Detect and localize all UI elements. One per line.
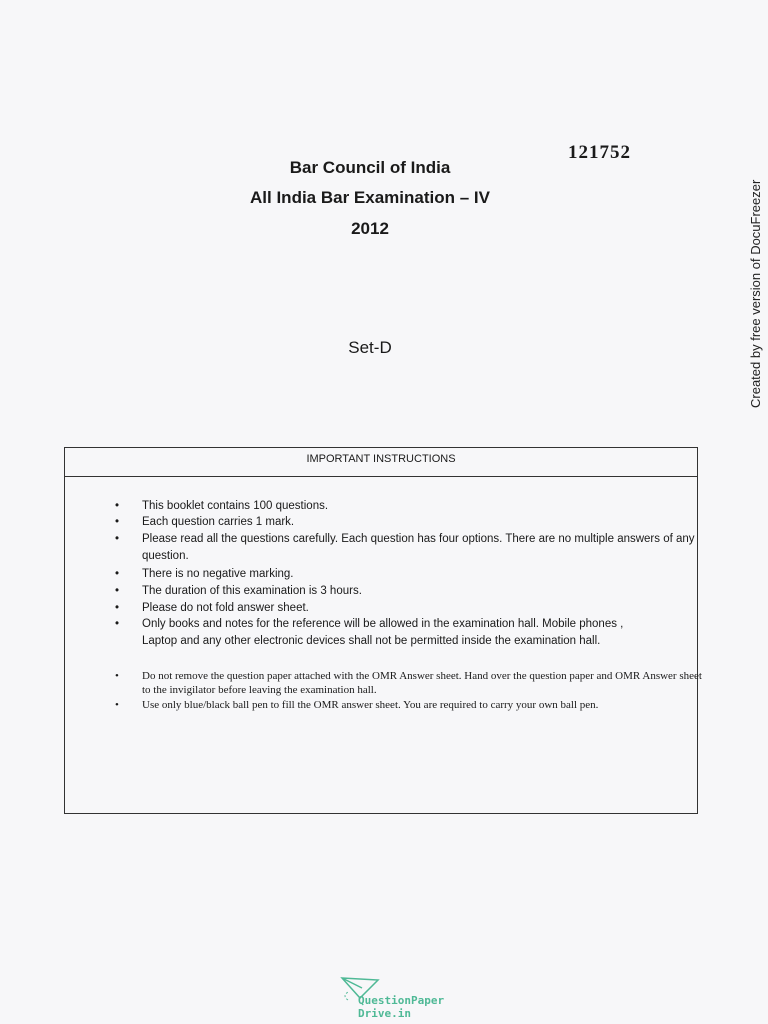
bullet-icon: • [115, 516, 120, 528]
questionpaperdrive-logo: QuestionPaper Drive.in [336, 976, 446, 1022]
bullet-icon: • [115, 670, 119, 682]
bullet-icon: • [115, 585, 120, 597]
bullet-icon: • [115, 500, 120, 512]
serial-number: 121752 [568, 142, 631, 163]
exam-year: 2012 [351, 219, 389, 238]
instructions-title: IMPORTANT INSTRUCTIONS [65, 448, 697, 477]
watermark-text: Created by free version of DocuFreezer [748, 179, 763, 408]
bullet-icon: • [115, 568, 120, 580]
set-label: Set-D [348, 338, 392, 357]
bullet-icon: • [115, 699, 119, 711]
organization-title: Bar Council of India [289, 158, 451, 177]
instructions-box: IMPORTANT INSTRUCTIONS • This booklet contains 100 questions. • Each question carries 1 mark. • Please read all the questions carefully. Each question has four options. There are no multiple answers of any question. • There is no negative marking. • The duration of this examination is 3 hours. • Please do not fold answer sheet. • Only books and notes for the reference will be allowed in the examination hall. Mobile phones , Laptop and any other electronic devices shall not be permitted inside the examination hall. • Do not remove the question paper attached with the OMR Answer sheet. Hand over the question paper and OMR Answer sheet to the invigilator before leaving the examination hall. • Use only blue/black ball pen to fill the OMR answer sheet. You are required to carry your own ball pen. [64, 447, 698, 814]
bullet-icon: • [115, 533, 120, 545]
bullet-icon: • [115, 618, 120, 630]
exam-title: All India Bar Examination – IV [250, 188, 490, 207]
bullet-icon: • [115, 602, 120, 614]
